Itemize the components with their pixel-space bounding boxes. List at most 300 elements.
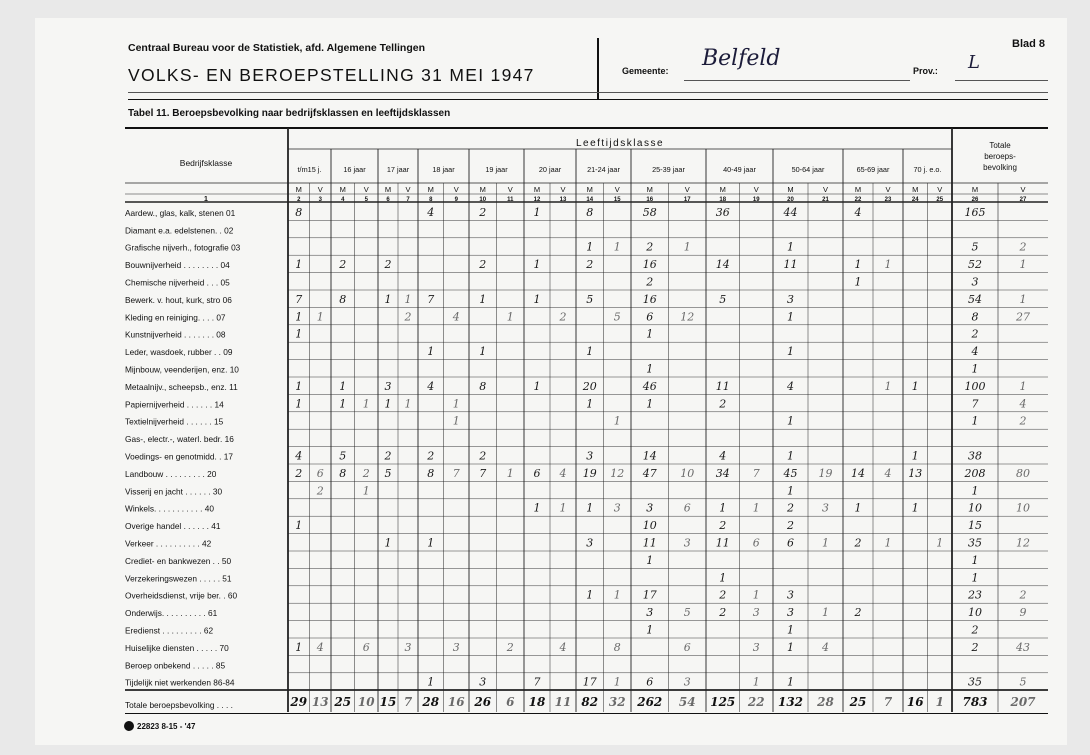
total-cell-value: 16 (906, 695, 924, 709)
table-cell-value: 2 (362, 466, 370, 480)
table-cell-value: 7 (479, 466, 487, 480)
table-cell-value: 2 (971, 327, 979, 341)
table-cell-value: 4 (884, 466, 892, 480)
table-cell-value: 1 (339, 397, 347, 411)
table-cell-value: 4 (822, 640, 829, 654)
table-cell-value: 2 (787, 501, 794, 515)
table-cell-value: 1 (884, 258, 892, 272)
table-cell-value: 47 (642, 466, 657, 480)
table-cell-value: 1 (971, 362, 979, 376)
table-cell-value: 1 (427, 675, 435, 689)
table-cell-value: 5 (339, 449, 347, 463)
table-cell-value: 1 (752, 675, 760, 689)
table-cell-value: 7 (752, 466, 760, 480)
table-cell-value: 5 (719, 292, 727, 306)
sex-label: V (937, 185, 943, 194)
table-cell-value: 1 (854, 501, 862, 515)
table-cell-value: 16 (642, 292, 657, 306)
table-cell-value: 6 (316, 466, 324, 480)
table-cell-value: 1 (586, 345, 594, 359)
table-cell-value: 4 (427, 205, 435, 219)
row-label: Aardew., glas, kalk, stenen 01 (125, 207, 236, 218)
row-label: Verkeer . . . . . . . . . . 42 (125, 538, 212, 549)
table-cell-value: 100 (964, 379, 986, 393)
sex-label: M (646, 185, 653, 194)
table-cell-value: 12 (1016, 536, 1030, 550)
table-cell-value: 1 (479, 292, 487, 306)
table-cell-value: 1 (339, 379, 347, 393)
table-cell-value: 16 (642, 258, 657, 272)
table-cell-value: 6 (683, 501, 691, 515)
table-cell-value: 1 (787, 310, 794, 324)
row-label: Voedings- en genotmidd. . 17 (125, 451, 233, 462)
column-number: 17 (683, 197, 691, 203)
table-cell-value: 1 (971, 414, 979, 428)
table-cell-value: 2 (971, 623, 979, 637)
table-cell-value: 1 (295, 258, 303, 272)
sex-label: M (854, 185, 862, 194)
table-cell-value: 2 (1019, 414, 1027, 428)
table-cell-value: 3 (479, 675, 487, 689)
row-label: Gas-, electr.-, waterl. bedr. 16 (125, 434, 234, 445)
table-cell-value: 4 (971, 345, 979, 359)
table-cell-value: 17 (582, 675, 597, 689)
row-label: Diamant e.a. edelstenen. . 02 (125, 225, 234, 236)
table-cell-value: 1 (295, 640, 303, 654)
table-cell-value: 52 (968, 258, 982, 272)
total-cell-value: 25 (849, 695, 867, 709)
table-cell-value: 1 (822, 606, 829, 620)
row-label: Leder, wasdoek, rubber . . 09 (125, 347, 233, 358)
table-cell-value: 1 (559, 501, 567, 515)
table-cell-value: 1 (752, 588, 760, 602)
row-label: Onderwijs. . . . . . . . . . 61 (125, 608, 218, 619)
table-cell-value: 1 (452, 414, 460, 428)
row-label: Crediet- en bankwezen . . 50 (125, 555, 232, 566)
sex-label: M (427, 185, 434, 194)
table-cell-value: 3 (752, 606, 760, 620)
table-cell-value: 3 (613, 501, 621, 515)
column-number: 27 (1019, 197, 1027, 203)
age-group-label: t/m15 j. (297, 165, 322, 174)
table-cell-value: 2 (479, 449, 487, 463)
table-cell-value: 1 (506, 466, 514, 480)
table-cell-value: 5 (613, 310, 621, 324)
row-label: Papiernijverheid . . . . . . 14 (125, 399, 224, 410)
sex-label: V (405, 185, 411, 194)
table-cell-value: 8 (295, 205, 303, 219)
table-cell-value: 45 (783, 466, 798, 480)
table-cell-value: 4 (316, 640, 324, 654)
table-cell-value: 11 (715, 379, 730, 393)
table-title: Tabel 11. Beroepsbevolking naar bedrijfsklassen en leeftijdsklassen (128, 108, 451, 119)
table-cell-value: 2 (559, 310, 567, 324)
column-number: 19 (752, 197, 760, 203)
row-label: Bewerk. v. hout, kurk, stro 06 (125, 294, 232, 305)
table-cell-value: 3 (646, 606, 654, 620)
table-cell-value: 1 (295, 310, 303, 324)
table-cell-value: 11 (642, 536, 657, 550)
row-label: Winkels. . . . . . . . . . . 40 (125, 503, 214, 514)
table-cell-value: 5 (384, 466, 392, 480)
table-cell-value: 7 (295, 292, 303, 306)
table-cell-value: 2 (316, 484, 324, 498)
table-cell-value: 3 (787, 588, 794, 602)
total-row-label: Totale beroepsbevolking . . . . (125, 700, 233, 710)
table-cell-value: 1 (404, 292, 412, 306)
column-number: 12 (533, 197, 541, 203)
sex-label: M (479, 185, 486, 194)
row-label: Bouwnijverheid . . . . . . . . 04 (125, 260, 230, 271)
total-cell-value: 28 (817, 695, 834, 709)
table-cell-value: 2 (339, 258, 347, 272)
total-cell-value: 22 (747, 695, 765, 709)
form-title: VOLKS- EN BEROEPSTELLING 31 MEI 1947 (128, 65, 535, 85)
table-cell-value: 46 (642, 379, 657, 393)
table-cell-value: 3 (452, 640, 460, 654)
table-cell-value: 1 (384, 397, 392, 411)
table-cell-value: 20 (582, 379, 597, 393)
total-cell-value: 18 (528, 695, 546, 709)
table-cell-value: 1 (295, 397, 303, 411)
table-cell-value: 2 (479, 258, 487, 272)
table-cell-value: 6 (362, 640, 370, 654)
table-cell-value: 4 (559, 466, 567, 480)
table-cell-value: 7 (533, 675, 541, 689)
table-cell-value: 11 (783, 258, 798, 272)
column-number: 8 (429, 197, 433, 203)
table-cell-value: 10 (680, 466, 695, 480)
table-cell-value: 12 (610, 466, 625, 480)
sex-label: M (912, 185, 919, 194)
total-cell-value: 207 (1010, 695, 1036, 709)
column-number: 21 (822, 197, 829, 203)
table-cell-value: 2 (586, 258, 594, 272)
total-header-label: bevolking (983, 163, 1017, 172)
column-number: 15 (613, 197, 621, 203)
table-cell-value: 4 (295, 449, 303, 463)
table-cell-value: 4 (559, 640, 567, 654)
table-cell-value: 208 (964, 466, 986, 480)
table-cell-value: 2 (719, 606, 727, 620)
column-number: 11 (507, 197, 514, 203)
total-cell-value: 32 (608, 695, 626, 709)
column-number: 2 (297, 197, 301, 203)
table-cell-value: 1 (362, 484, 370, 498)
table-cell-value: 1 (1019, 292, 1027, 306)
table-cell-value: 1 (316, 310, 324, 324)
table-cell-value: 165 (964, 205, 986, 219)
total-cell-value: 15 (379, 695, 397, 709)
table-cell-value: 6 (533, 466, 541, 480)
table-cell-value: 1 (295, 379, 303, 393)
column-number: 4 (341, 197, 345, 203)
table-cell-value: 1 (613, 414, 621, 428)
table-cell-value: 7 (452, 466, 460, 480)
table-cell-value: 13 (908, 466, 923, 480)
column-number: 24 (911, 197, 919, 203)
table-cell-value: 1 (586, 501, 594, 515)
total-cell-value: 1 (935, 695, 944, 709)
table-cell-value: 34 (715, 466, 730, 480)
table-cell-value: 1 (787, 640, 794, 654)
row-label: Tijdelijk niet werkenden 86-84 (125, 677, 235, 688)
table-cell-value: 3 (752, 640, 760, 654)
column-number: 14 (586, 197, 594, 203)
row-label: Overheidsdienst, vrije ber. . 60 (125, 590, 238, 601)
column-number: 10 (479, 197, 487, 203)
table-cell-value: 1 (613, 675, 621, 689)
table-cell-value: 3 (971, 275, 979, 289)
table-cell-value: 1 (586, 240, 594, 254)
table-cell-value: 3 (586, 449, 594, 463)
row-header-label: Bedrijfsklasse (179, 158, 233, 168)
table-cell-value: 2 (971, 640, 979, 654)
row-label: Textielnijverheid . . . . . . 15 (125, 416, 224, 427)
column-number: 26 (971, 197, 979, 203)
table-cell-value: 36 (715, 205, 730, 219)
table-cell-value: 2 (1019, 588, 1027, 602)
column-number: 3 (318, 197, 322, 203)
total-cell-value: 125 (710, 695, 736, 709)
table-cell-value: 7 (971, 397, 979, 411)
table-cell-value: 2 (719, 397, 727, 411)
age-group-label: 20 jaar (538, 165, 562, 174)
table-cell-value: 1 (646, 397, 654, 411)
sex-label: M (339, 185, 346, 194)
table-cell-value: 1 (295, 327, 303, 341)
age-group-label: 25-39 jaar (652, 165, 685, 174)
table-cell-value: 1 (971, 571, 979, 585)
age-group-label: 40-49 jaar (723, 165, 756, 174)
table-cell-value: 1 (787, 484, 794, 498)
table-cell-value: 1 (646, 327, 654, 341)
table-cell-value: 8 (479, 379, 487, 393)
table-cell-value: 1 (911, 379, 919, 393)
table-cell-value: 10 (968, 606, 982, 620)
sex-label: M (971, 185, 979, 194)
table-cell-value: 19 (818, 466, 833, 480)
table-cell-value: 1 (533, 501, 541, 515)
row-label: Landbouw . . . . . . . . . 20 (125, 468, 217, 479)
table-cell-value: 6 (752, 536, 760, 550)
table-cell-value: 5 (1019, 675, 1027, 689)
table-cell-value: 14 (642, 449, 657, 463)
sex-label: V (822, 185, 829, 194)
column-number: 25 (936, 197, 944, 203)
table-cell-value: 1 (787, 240, 794, 254)
table-cell-value: 8 (586, 205, 594, 219)
table-cell-value: 1 (719, 501, 727, 515)
sex-label: V (453, 185, 459, 194)
row-label: Overige handel . . . . . . 41 (125, 521, 221, 532)
table-cell-value: 5 (683, 606, 691, 620)
sex-label: M (295, 185, 302, 194)
total-cell-value: 7 (403, 695, 413, 709)
table-cell-value: 4 (452, 310, 460, 324)
table-cell-value: 1 (646, 623, 654, 637)
table-cell-value: 1 (586, 397, 594, 411)
total-cell-value: 26 (474, 695, 492, 709)
table-cell-value: 1 (787, 345, 794, 359)
table-cell-value: 1 (787, 623, 794, 637)
table-cell-value: 1 (787, 449, 794, 463)
table-cell-value: 8 (427, 466, 435, 480)
table-cell-value: 11 (715, 536, 730, 550)
sex-label: M (384, 185, 392, 194)
table-cell-value: 1 (362, 397, 370, 411)
age-header-label: Leeftijdsklasse (575, 138, 665, 149)
table-cell-value: 3 (683, 536, 691, 550)
table-cell-value: 1 (533, 292, 541, 306)
row-label: Visserij en jacht . . . . . . 30 (125, 486, 223, 497)
sex-label: M (586, 185, 593, 194)
total-cell-value: 54 (678, 695, 696, 709)
row-label: Huiselijke diensten . . . . . 70 (125, 642, 229, 653)
sex-label: M (787, 185, 794, 194)
age-group-label: 17 jaar (386, 165, 410, 174)
table-cell-value: 1 (384, 292, 392, 306)
total-header-label: Totale (989, 141, 1011, 150)
table-cell-value: 3 (384, 379, 392, 393)
table-cell-value: 2 (787, 519, 794, 533)
row-label: Beroep onbekend . . . . . 85 (125, 660, 226, 671)
table-cell-value: 1 (787, 414, 794, 428)
sex-label: V (753, 185, 759, 194)
row-label: Kunstnijverheid . . . . . . . 08 (125, 329, 226, 340)
total-cell-value: 10 (357, 695, 375, 709)
table-cell-value: 8 (971, 310, 979, 324)
sex-label: V (614, 185, 620, 194)
row-label: Metaalnijv., scheepsb., enz. 11 (125, 381, 238, 392)
age-group-label: 65-69 jaar (856, 165, 890, 174)
table-cell-value: 1 (384, 536, 392, 550)
table-cell-value: 1 (533, 379, 541, 393)
table-cell-value: 14 (851, 466, 865, 480)
row-header-number: 1 (204, 196, 208, 203)
table-cell-value: 43 (1016, 640, 1030, 654)
table-cell-value: 1 (586, 588, 594, 602)
row-label: Verzekeringswezen . . . . . 51 (125, 573, 232, 584)
total-cell-value: 132 (777, 695, 804, 709)
row-label: Chemische nijverheid . . . 05 (125, 277, 230, 288)
table-cell-value: 1 (971, 484, 979, 498)
province-value: L (968, 52, 980, 73)
table-cell-value: 14 (715, 258, 730, 272)
total-cell-value: 25 (334, 695, 352, 709)
table-cell-value: 9 (1019, 606, 1027, 620)
table-cell-value: 1 (787, 675, 794, 689)
table-cell-value: 4 (1019, 397, 1027, 411)
column-number: 16 (646, 197, 654, 203)
table-cell-value: 1 (479, 345, 487, 359)
table-cell-value: 2 (854, 606, 862, 620)
table-cell-value: 2 (384, 449, 392, 463)
column-number: 22 (854, 197, 862, 203)
table-cell-value: 6 (787, 536, 794, 550)
total-cell-value: 7 (883, 695, 893, 709)
table-cell-value: 12 (680, 310, 695, 324)
printer-mark-icon (124, 721, 134, 731)
sheet-number: Blad 8 (1012, 38, 1046, 50)
gemeente-label: Gemeente: (622, 66, 669, 76)
table-cell-value: 3 (646, 501, 654, 515)
table-cell-value: 1 (295, 519, 303, 533)
table-cell-value: 1 (533, 258, 541, 272)
age-group-label: 16 jaar (343, 165, 366, 174)
table-cell-value: 3 (787, 292, 794, 306)
table-cell-value: 1 (506, 310, 514, 324)
table-cell-value: 8 (339, 292, 347, 306)
table-cell-value: 35 (968, 675, 982, 689)
table-cell-value: 2 (295, 466, 303, 480)
sex-label: V (560, 185, 566, 194)
total-header-label: beroeps- (984, 152, 1016, 161)
table-cell-value: 8 (339, 466, 347, 480)
table-cell-value: 2 (646, 240, 654, 254)
row-label: Mijnbouw, veenderijen, enz. 10 (125, 364, 239, 375)
table-cell-value: 80 (1016, 466, 1030, 480)
table-cell-value: 3 (787, 606, 794, 620)
table-cell-value: 2 (479, 205, 487, 219)
total-cell-value: 28 (422, 695, 440, 709)
gemeente-value: Belfeld (702, 46, 781, 71)
table-cell-value: 6 (646, 310, 654, 324)
table-cell-value: 1 (646, 362, 654, 376)
column-number: 20 (787, 197, 794, 203)
print-code: 22823 8-15 - '47 (137, 722, 196, 731)
sex-label: V (317, 185, 323, 194)
row-label: Grafische nijverh., fotografie 03 (125, 242, 241, 253)
column-number: 18 (719, 197, 727, 203)
table-cell-value: 1 (971, 553, 979, 567)
column-number: 7 (406, 197, 410, 203)
sex-label: V (684, 185, 690, 194)
total-cell-value: 13 (311, 695, 329, 709)
table-cell-value: 3 (404, 640, 412, 654)
sex-label: V (885, 185, 891, 194)
table-cell-value: 1 (822, 536, 829, 550)
total-cell-value: 783 (962, 695, 988, 709)
table-cell-value: 1 (854, 258, 862, 272)
table-cell-value: 15 (968, 519, 982, 533)
table-cell-value: 2 (1019, 240, 1027, 254)
column-number: 23 (884, 197, 892, 203)
table-cell-value: 1 (1019, 379, 1027, 393)
table-cell-value: 1 (752, 501, 760, 515)
column-number: 6 (386, 197, 390, 203)
table-cell-value: 1 (646, 553, 654, 567)
row-label: Eredienst . . . . . . . . . 62 (125, 625, 214, 636)
age-group-label: 18 jaar (432, 165, 455, 174)
table-cell-value: 1 (911, 501, 919, 515)
age-group-label: 50-64 jaar (791, 165, 825, 174)
table-cell-value: 54 (968, 292, 982, 306)
table-cell-value: 2 (719, 519, 727, 533)
table-cell-value: 3 (822, 501, 829, 515)
table-cell-value: 1 (427, 345, 435, 359)
table-cell-value: 58 (642, 205, 657, 219)
age-group-label: 21-24 jaar (587, 165, 620, 174)
province-label: Prov.: (913, 66, 938, 76)
table-cell-value: 5 (586, 292, 594, 306)
total-cell-value: 6 (506, 695, 515, 709)
table-cell-value: 1 (452, 397, 460, 411)
table-cell-value: 1 (1019, 258, 1027, 272)
total-cell-value: 11 (554, 695, 572, 709)
table-cell-value: 1 (884, 379, 892, 393)
table-cell-value: 3 (683, 675, 691, 689)
